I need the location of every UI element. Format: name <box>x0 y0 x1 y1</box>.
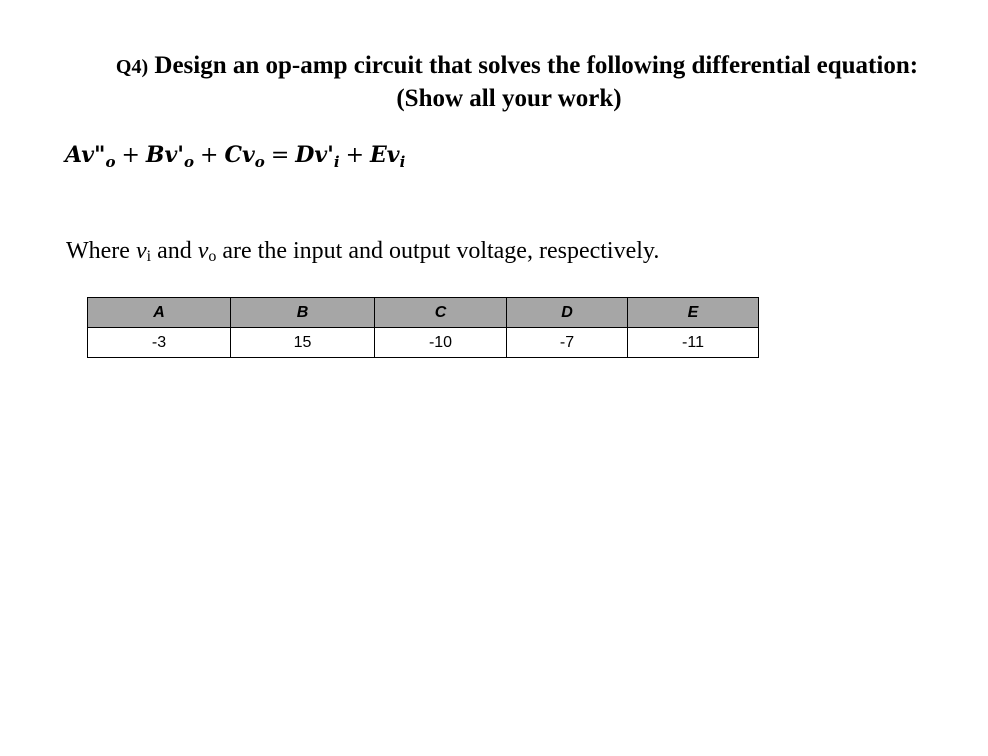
where-prefix: Where <box>66 238 136 264</box>
coef-e: E <box>370 142 387 168</box>
term-a: v" <box>81 142 106 168</box>
coef-b: B <box>145 142 165 168</box>
question-heading <box>0 50 988 114</box>
header-c: C <box>375 298 507 328</box>
term-b: v' <box>164 142 185 168</box>
sub-d: i <box>333 153 340 171</box>
where-middle: and <box>151 238 198 264</box>
value-e: -11 <box>628 328 759 358</box>
coefficient-table <box>87 297 759 358</box>
output-voltage-var: v <box>197 238 209 264</box>
header-d: D <box>507 298 628 328</box>
input-voltage-var: v <box>135 238 147 264</box>
term-c: v <box>242 142 255 168</box>
coef-c: C <box>224 142 242 168</box>
value-d: -7 <box>507 328 628 358</box>
value-a: -3 <box>88 328 231 358</box>
table-header-row <box>88 298 759 328</box>
sub-a: o <box>105 153 116 171</box>
sub-e: i <box>399 153 406 171</box>
value-b: 15 <box>231 328 375 358</box>
question-title: Design an op-amp circuit that solves the following differential equation: <box>148 52 919 79</box>
output-voltage-sub: o <box>208 248 217 265</box>
input-voltage-sub: i <box>146 248 152 265</box>
equals-sign: = <box>270 143 290 168</box>
sub-b: o <box>184 153 195 171</box>
where-statement <box>66 238 659 266</box>
coef-a: A <box>65 142 82 168</box>
plus-sign-1: + <box>121 143 140 168</box>
header-e: E <box>628 298 759 328</box>
table-row <box>88 328 759 358</box>
term-e: v <box>386 142 400 168</box>
differential-equation <box>65 142 405 171</box>
header-b: B <box>231 298 375 328</box>
plus-sign-2: + <box>200 143 219 168</box>
plus-sign-3: + <box>345 143 364 168</box>
sub-c: o <box>254 153 265 171</box>
where-suffix: are the input and output voltage, respectively. <box>216 238 660 264</box>
question-number: Q4) <box>115 56 149 78</box>
coef-d: D <box>295 142 315 168</box>
term-d: v' <box>314 142 334 168</box>
header-a: A <box>88 298 231 328</box>
value-c: -10 <box>375 328 507 358</box>
question-title-line <box>0 50 988 83</box>
question-subtitle: (Show all your work) <box>396 85 622 112</box>
